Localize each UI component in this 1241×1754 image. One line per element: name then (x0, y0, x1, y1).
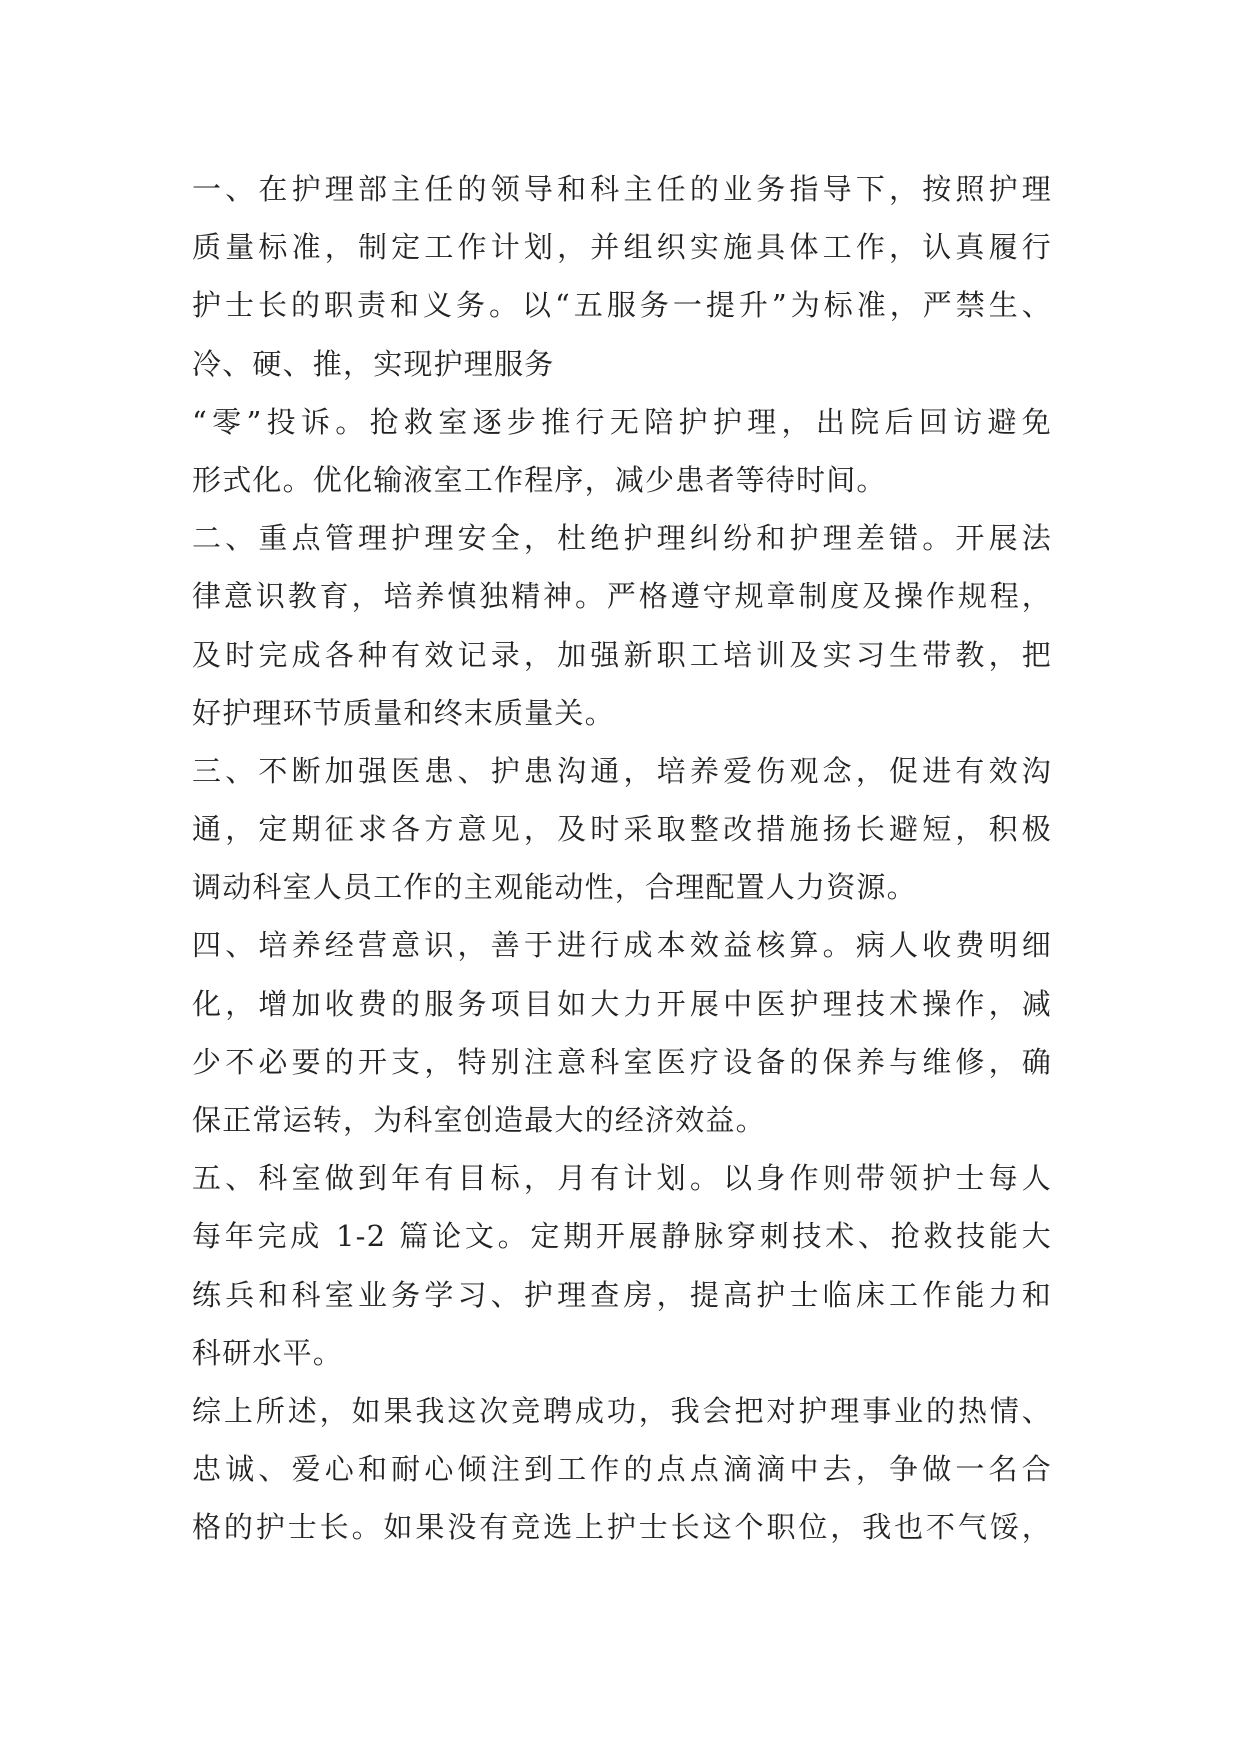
text-line-14: 四、培养经营意识，善于进行成本效益核算。病人收费明细 (192, 928, 1052, 963)
text-line-13: 调动科室人员工作的主观能动性，合理配置人力资源。 (192, 870, 917, 905)
text-line-1: 一、在护理部主任的领导和科主任的业务指导下，按照护理 (192, 172, 1052, 206)
text-line-7: 二、重点管理护理安全，杜绝护理纠纷和护理差错。开展法 (192, 521, 1052, 556)
text-line-19: 每年完成 1-2 篇论文。定期开展静脉穿刺技术、抢救技能大 (192, 1219, 1052, 1254)
text-line-24: 格的护士长。如果没有竞选上护士长这个职位，我也不气馁， (192, 1510, 1052, 1545)
text-line-10: 好护理环节质量和终末质量关。 (192, 695, 615, 730)
text-line-9: 及时完成各种有效记录，加强新职工培训及实习生带教，把 (192, 637, 1052, 672)
text-line-2: 质量标准，制定工作计划，并组织实施具体工作，认真履行 (192, 230, 1052, 265)
text-line-15: 化，增加收费的服务项目如大力开展中医护理技术操作，减 (192, 986, 1052, 1021)
text-line-17: 保正常运转，为科室创造最大的经济效益。 (192, 1103, 766, 1137)
text-line-11: 三、不断加强医患、护患沟通，培养爱伤观念，促进有效沟 (192, 753, 1052, 788)
text-line-12: 通，定期征求各方意见，及时采取整改措施扬长避短，积极 (192, 812, 1052, 847)
text-line-5: “零”投诉。抢救室逐步推行无陪护护理，出院后回访避免 (192, 404, 1052, 439)
text-line-4: 冷、硬、推，实现护理服务 (192, 346, 555, 381)
text-line-8: 律意识教育，培养慎独精神。严格遵守规章制度及操作规程， (192, 579, 1052, 614)
text-line-22: 综上所述，如果我这次竞聘成功，我会把对护理事业的热情、 (192, 1393, 1052, 1428)
text-line-23: 忠诚、爱心和耐心倾注到工作的点点滴滴中去，争做一名合 (192, 1452, 1052, 1487)
text-line-20: 练兵和科室业务学习、护理查房，提高护士临床工作能力和 (192, 1277, 1052, 1312)
text-line-21: 科研水平。 (192, 1335, 344, 1370)
document-body (192, 160, 1052, 1557)
text-line-16: 少不必要的开支，特别注意科室医疗设备的保养与维修，确 (192, 1044, 1052, 1079)
text-line-3: 护士长的职责和义务。以“五服务一提升”为标准，严禁生、 (192, 288, 1052, 323)
text-line-18: 五、科室做到年有目标，月有计划。以身作则带领护士每人 (192, 1161, 1052, 1196)
text-line-6: 形式化。优化输液室工作程序，减少患者等待时间。 (192, 462, 887, 497)
